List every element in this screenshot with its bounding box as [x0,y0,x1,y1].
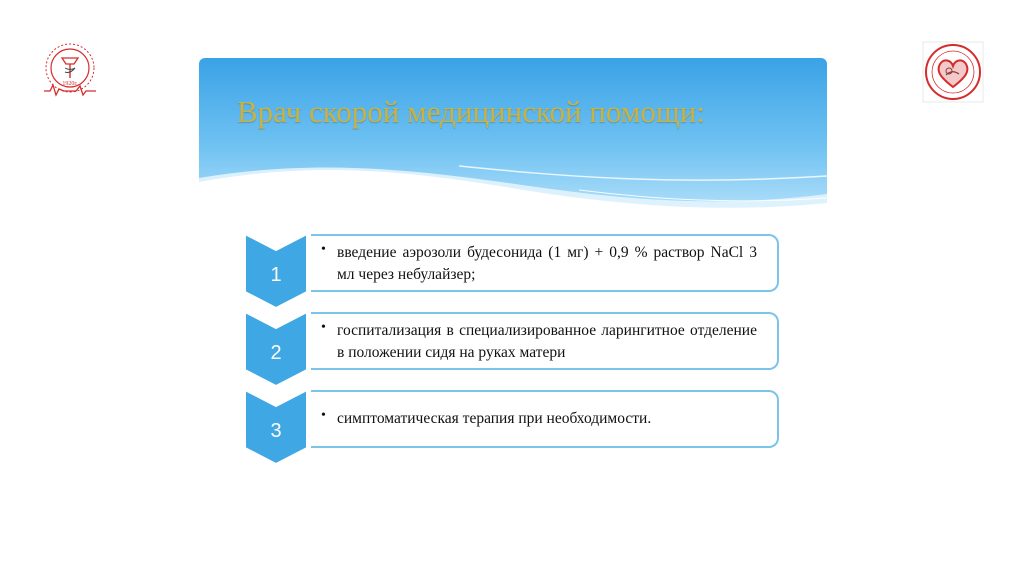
bullet-icon: • [321,320,326,335]
logo-year-text: 1920г. [62,81,78,87]
step-3 [243,388,783,466]
bullet-icon: • [321,242,326,257]
step-1 [243,232,783,310]
step-1-number: 1 [270,264,282,286]
step-2-text: госпитализация в специализированное ларингитное отделение в положении сидя на руках матери [337,322,757,361]
step-3-card [311,390,779,448]
step-1-card [311,234,779,292]
heart-logo [922,41,984,103]
bullet-icon: • [321,408,326,423]
slide [199,58,827,478]
step-1-text: введение аэрозоли будесонида (1 мг) + 0,9 % раствор NaCl 3 мл через небулайзер; [337,244,757,283]
slide-title: Врач скорой медицинской помощи: [237,94,705,129]
step-2-number: 2 [270,342,282,364]
step-2-card [311,312,779,370]
header-wave-background [199,58,827,218]
slide-header [199,58,827,218]
step-2 [243,310,783,388]
step-3-number: 3 [270,420,282,442]
university-logo [40,42,100,98]
step-3-text: симптоматическая терапия при необходимости. [337,410,652,427]
